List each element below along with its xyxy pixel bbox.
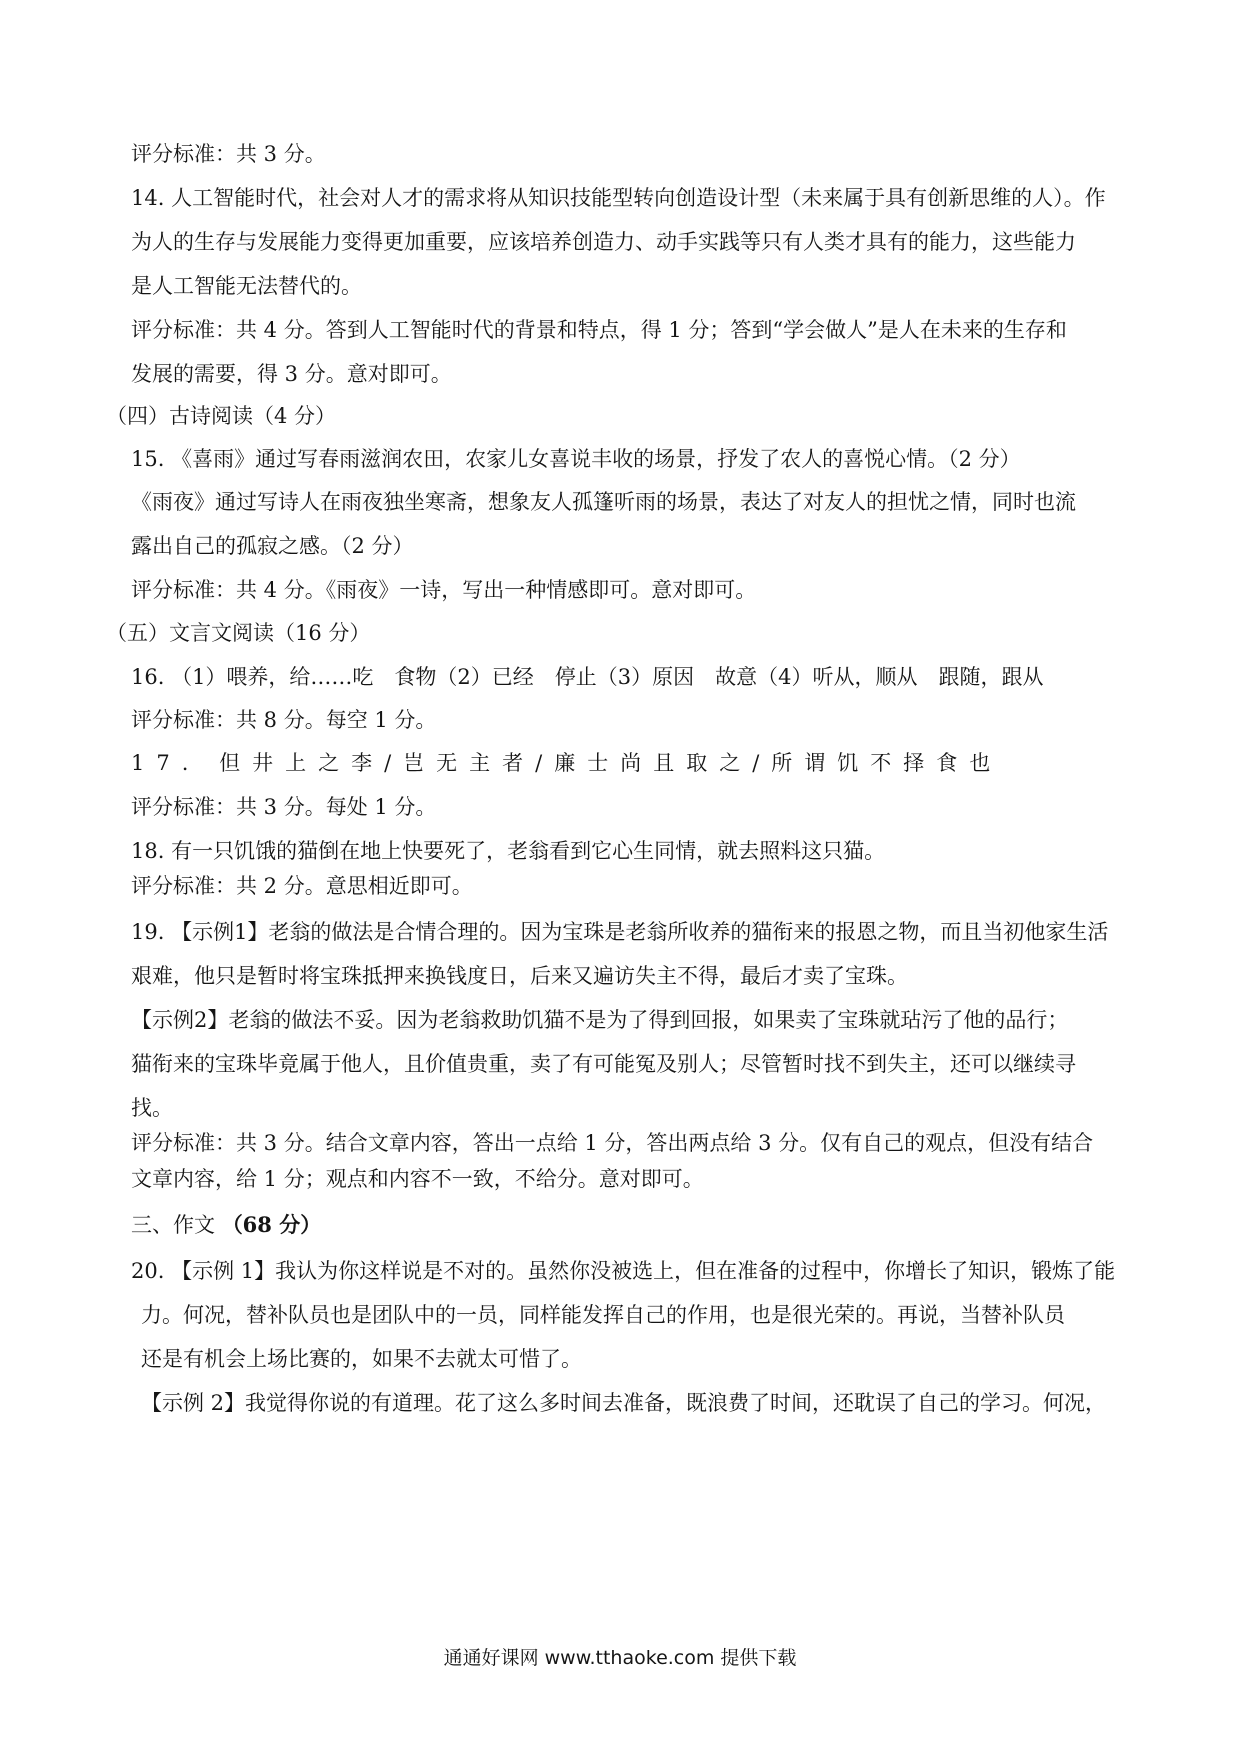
- q14-answer-line-1: 14. 人工智能时代，社会对人才的需求将从知识技能型转向创造设计型（未来属于具有创新思维的人）。作: [131, 186, 1106, 210]
- q17-criteria: 评分标准：共 3 分。每处 1 分。: [131, 795, 437, 819]
- q20-example-1-line-2: 力。何况，替补队员也是团队中的一员，同样能发挥自己的作用，也是很光荣的。再说，当替补队员: [141, 1303, 1065, 1327]
- q18-answer: 18. 有一只饥饿的猫倒在地上快要死了，老翁看到它心生同情，就去照料这只猫。: [131, 839, 886, 863]
- section-3-heading: [131, 1210, 321, 1240]
- section-5-heading: （五）文言文阅读（16 分）: [106, 621, 371, 645]
- q18-criteria: 评分标准：共 2 分。意思相近即可。: [131, 874, 473, 898]
- section-4-heading: （四）古诗阅读（4 分）: [106, 404, 337, 428]
- q16-criteria: 评分标准：共 8 分。每空 1 分。: [131, 708, 437, 732]
- q19-criteria-line-2: 文章内容，给 1 分；观点和内容不一致，不给分。意对即可。: [131, 1167, 704, 1191]
- q19-criteria-line-1: 评分标准：共 3 分。结合文章内容，答出一点给 1 分，答出两点给 3 分。仅有自己的观点，但没有结合: [131, 1131, 1094, 1155]
- q15-answer-line-3: 露出自己的孤寂之感。（2 分）: [131, 534, 414, 558]
- q19-example-1-line-2: 艰难，他只是暂时将宝珠抵押来换钱度日，后来又遍访失主不得，最后才卖了宝珠。: [131, 964, 908, 988]
- footer-download-notice: 通通好课网 www.tthaoke.com 提供下载: [443, 1647, 797, 1669]
- q15-answer-line-2: 《雨夜》通过写诗人在雨夜独坐寒斋，想象友人孤篷听雨的场景，表达了对友人的担忧之情，同时也流: [131, 490, 1076, 514]
- q14-criteria-line-1: 评分标准：共 4 分。答到人工智能时代的背景和特点，得 1 分；答到“学会做人”是人在未来的生存和: [131, 318, 1067, 342]
- q14-answer-line-3: 是人工智能无法替代的。: [131, 274, 362, 298]
- q19-example-1-line-1: 19. 【示例1】老翁的做法是合情合理的。因为宝珠是老翁所收养的猫衔来的报恩之物，而且当初他家生活: [131, 920, 1109, 944]
- q15-answer-line-1: 15. 《喜雨》通过写春雨滋润农田，农家儿女喜说丰收的场景，抒发了农人的喜悦心情。（2 分）: [131, 447, 1021, 471]
- section-3-score: （68 分）: [221, 1212, 322, 1237]
- q19-example-2-line-3: 找。: [131, 1096, 173, 1120]
- q20-example-1-line-1: 20. 【示例 1】我认为你这样说是不对的。虽然你没被选上，但在准备的过程中，你增长了知识，锻炼了能: [131, 1259, 1116, 1283]
- q13-criteria: 评分标准：共 3 分。: [131, 142, 326, 166]
- q16-answer: 16. （1）喂养，给……吃 食物（2）已经 停止（3）原因 故意（4）听从，顺从 跟随，跟从: [131, 665, 1044, 689]
- q15-criteria: 评分标准：共 4 分。《雨夜》一诗，写出一种情感即可。意对即可。: [131, 578, 757, 602]
- q20-example-1-line-3: 还是有机会上场比赛的，如果不去就太可惜了。: [141, 1347, 582, 1371]
- q14-criteria-line-2: 发展的需要，得 3 分。意对即可。: [131, 362, 452, 386]
- q17-answer: 17. 但井上之李/岂无主者/廉士尚且取之/所谓饥不择食也: [131, 751, 1003, 775]
- section-3-title: 三、作文: [131, 1213, 215, 1237]
- q14-answer-line-2: 为人的生存与发展能力变得更加重要，应该培养创造力、动手实践等只有人类才具有的能力，这些能力: [131, 230, 1076, 254]
- q20-example-2-line-1: 【示例 2】我觉得你说的有道理。花了这么多时间去准备，既浪费了时间，还耽误了自己的学习。何况，: [141, 1391, 1107, 1415]
- q19-example-2-line-2: 猫衔来的宝珠毕竟属于他人，且价值贵重，卖了有可能冤及别人；尽管暂时找不到失主，还可以继续寻: [131, 1052, 1076, 1076]
- q19-example-2-line-1: 【示例2】老翁的做法不妥。因为老翁救助饥猫不是为了得到回报，如果卖了宝珠就玷污了他的品行；: [131, 1008, 1069, 1032]
